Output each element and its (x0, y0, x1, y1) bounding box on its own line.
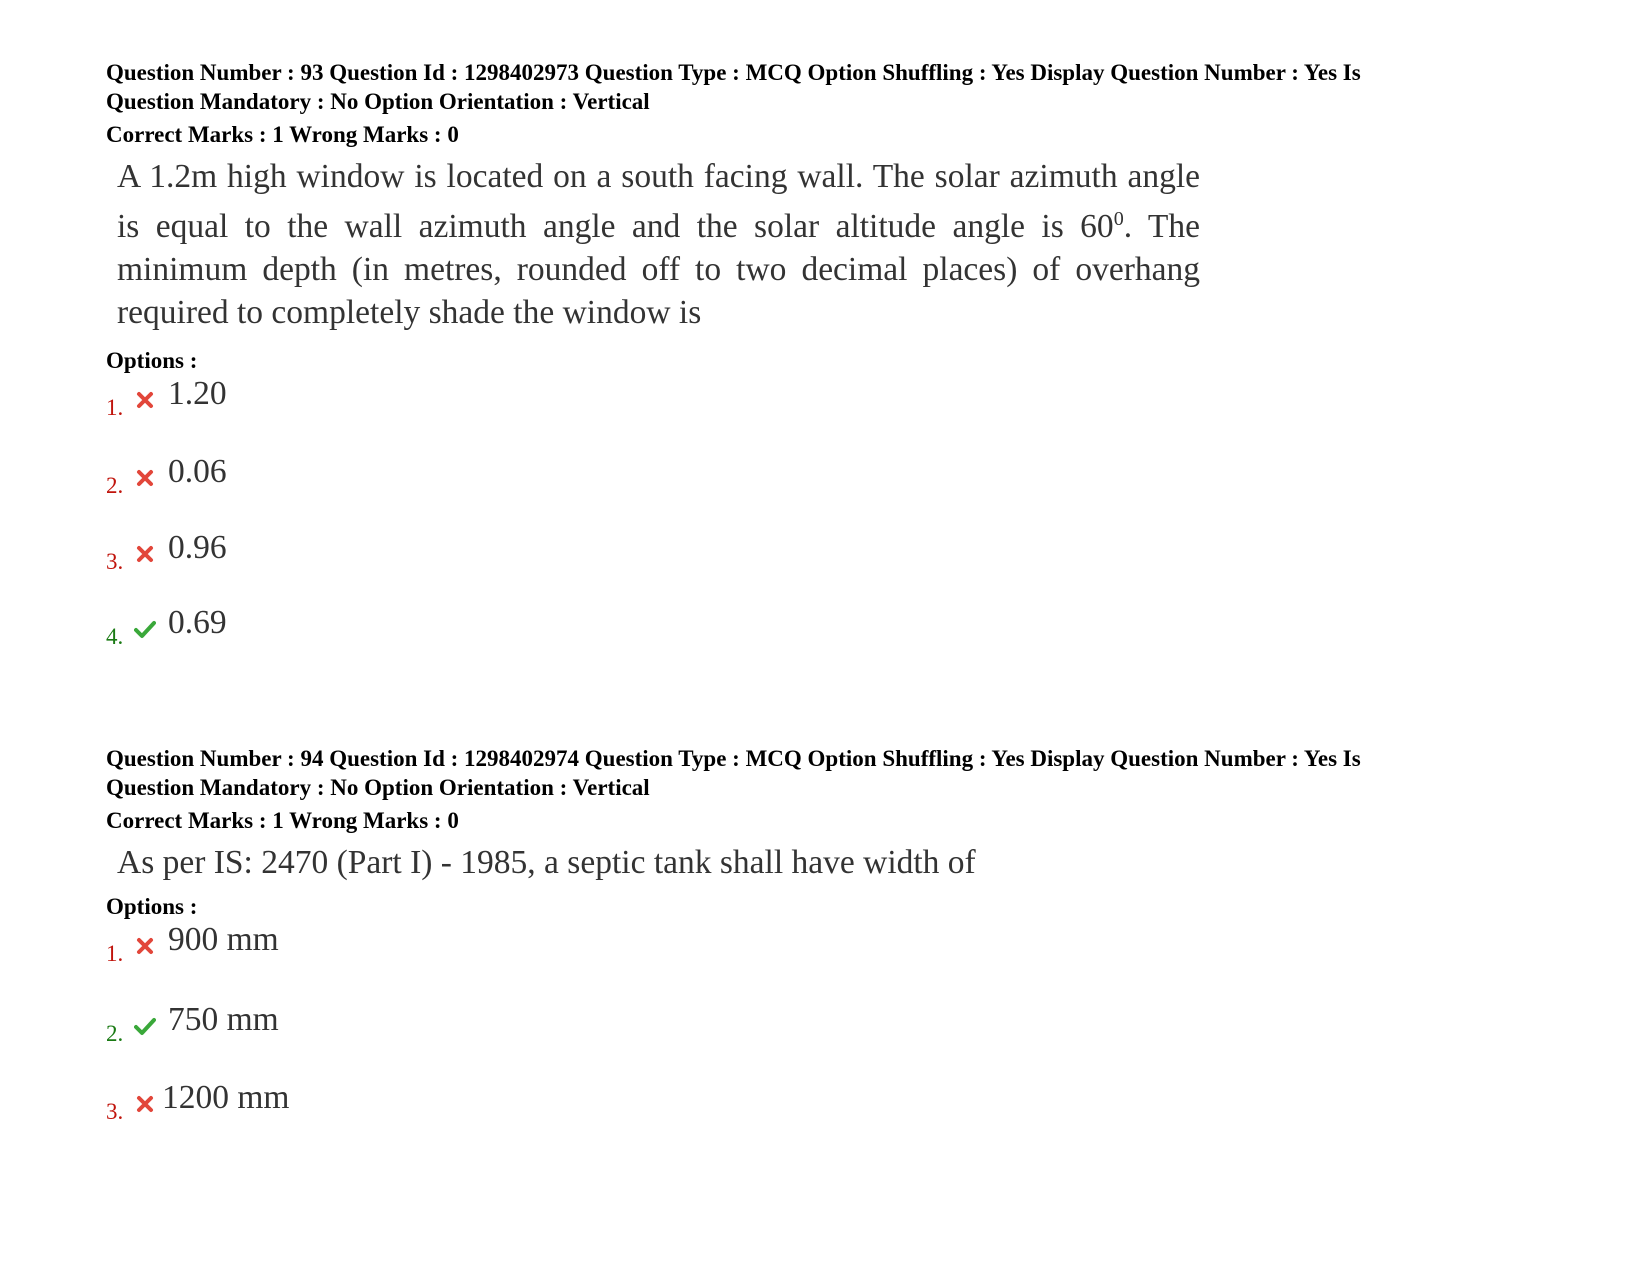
option-number: 1. (106, 395, 124, 421)
cross-icon (134, 467, 156, 489)
options-label: Options : (106, 894, 198, 919)
cross-icon (134, 935, 156, 957)
question-text (117, 155, 1200, 334)
option-item (106, 1001, 1546, 1079)
option-value: 900 mm (168, 921, 279, 958)
question-block-94 (106, 744, 1546, 1139)
option-item (106, 921, 1546, 1001)
option-number: 4. (106, 624, 124, 650)
option-item (106, 604, 1546, 664)
option-item (106, 453, 1546, 529)
option-item (106, 1079, 1546, 1139)
option-value: 1200 mm (162, 1079, 290, 1116)
check-icon (134, 1015, 156, 1037)
question-text-part: . The minimum depth (in metres, rounded off to two decimal places) of overhang required to completely shade the window is (117, 208, 1201, 332)
question-meta-line: Question Mandatory : No Option Orientation : Vertical (106, 89, 650, 114)
options-label: Options : (106, 348, 198, 374)
option-value: 1.20 (168, 375, 227, 413)
option-value: 0.96 (168, 529, 227, 567)
option-item (106, 375, 1546, 453)
cross-icon (134, 543, 156, 565)
question-meta-line: Question Mandatory : No Option Orientation : Vertical (106, 775, 650, 800)
question-text-superscript: 0 (1113, 208, 1124, 230)
cross-icon (134, 389, 156, 411)
question-meta-line: Question Number : 93 Question Id : 1298402973 Question Type : MCQ Option Shuffling : Yes Display Question Number : Yes Is (106, 60, 1361, 85)
question-text-part: A 1.2m high window is located on a south facing wall. The solar azimuth angle is equal to the wall azimuth angle and the solar altitude angle is 60 (117, 158, 1200, 246)
question-text: As per IS: 2470 (Part I) - 1985, a septic tank shall have width of (117, 844, 976, 881)
check-icon (134, 618, 156, 640)
option-value: 750 mm (168, 1001, 279, 1038)
option-value: 0.06 (168, 453, 227, 491)
question-block-93 (106, 58, 1546, 664)
option-number: 2. (106, 473, 124, 499)
question-marks: Correct Marks : 1 Wrong Marks : 0 (106, 808, 459, 833)
question-marks: Correct Marks : 1 Wrong Marks : 0 (106, 122, 459, 147)
option-number: 3. (106, 549, 124, 575)
question-meta-line: Question Number : 94 Question Id : 1298402974 Question Type : MCQ Option Shuffling : Yes Display Question Number : Yes Is (106, 746, 1361, 771)
option-number: 1. (106, 941, 124, 966)
option-number: 2. (106, 1021, 124, 1046)
option-value: 0.69 (168, 604, 227, 642)
option-item (106, 529, 1546, 604)
cross-icon (134, 1093, 156, 1115)
option-number: 3. (106, 1099, 124, 1124)
